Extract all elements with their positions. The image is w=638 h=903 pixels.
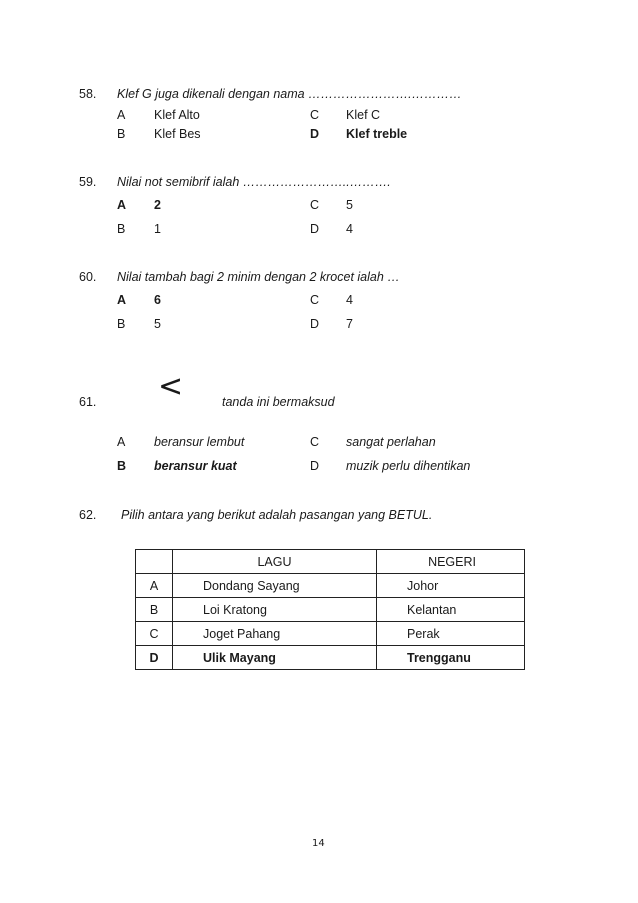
question-59-option-c-letter: C: [310, 198, 320, 212]
question-58-option-d-text: Klef treble: [346, 127, 408, 141]
question-59-option-d-text: 4: [346, 222, 353, 236]
question-61-option-d-letter: D: [310, 459, 320, 473]
question-61-option-d-text: muzik perlu dihentikan: [346, 459, 471, 473]
question-60-option-a-letter: A: [117, 293, 127, 307]
question-58-number: 58.: [79, 87, 97, 101]
row-letter: D: [136, 646, 173, 670]
question-59-text: Nilai not semibrif ialah ……………………..……….: [117, 175, 391, 189]
question-59-option-d-letter: D: [310, 222, 320, 236]
question-60-text: Nilai tambah bagi 2 minim dengan 2 krocet ialah …: [117, 270, 400, 284]
question-58-text: Klef G juga dikenali dengan nama …………………….…………: [117, 87, 462, 101]
row-letter: B: [136, 598, 173, 622]
table-header-row: [136, 550, 525, 574]
question-61-option-b-text: beransur kuat: [154, 459, 237, 473]
question-58-option-c-letter: C: [310, 108, 320, 122]
question-58-option-a-text: Klef Alto: [154, 108, 200, 122]
question-61-option-c-text: sangat perlahan: [346, 435, 436, 449]
row-negeri: Trengganu: [377, 646, 525, 670]
row-letter: C: [136, 622, 173, 646]
question-61-text: tanda ini bermaksud: [222, 395, 335, 409]
question-58-option-d-letter: D: [310, 127, 320, 141]
table-header-negeri: NEGERI: [377, 550, 525, 574]
question-62-text: Pilih antara yang berikut adalah pasangan yang BETUL.: [121, 508, 433, 522]
question-60-option-c-letter: C: [310, 293, 320, 307]
question-59-option-c-text: 5: [346, 198, 353, 212]
crescendo-symbol: <: [158, 369, 184, 404]
row-negeri: Kelantan: [377, 598, 525, 622]
question-59-number: 59.: [79, 175, 97, 189]
table-row: [136, 622, 525, 646]
question-60-option-b-text: 5: [154, 317, 161, 331]
song-state-table: [135, 549, 525, 670]
question-60-option-a-text: 6: [154, 293, 161, 307]
row-negeri: Perak: [377, 622, 525, 646]
question-58-option-b-letter: B: [117, 127, 126, 141]
question-60-option-d-text: 7: [346, 317, 353, 331]
question-61-number: 61.: [79, 395, 97, 409]
row-lagu: Loi Kratong: [173, 598, 377, 622]
question-62-number: 62.: [79, 508, 97, 522]
question-58-option-c-text: Klef C: [346, 108, 381, 122]
question-59-option-b-text: 1: [154, 222, 161, 236]
question-58-option-b-text: Klef Bes: [154, 127, 201, 141]
row-lagu: Ulik Mayang: [173, 646, 377, 670]
row-letter: A: [136, 574, 173, 598]
question-60-option-b-letter: B: [117, 317, 126, 331]
row-lagu: Joget Pahang: [173, 622, 377, 646]
question-59-option-a-letter: A: [117, 198, 127, 212]
table-row: [136, 574, 525, 598]
question-60-option-d-letter: D: [310, 317, 320, 331]
question-60-option-c-text: 4: [346, 293, 353, 307]
table-row: [136, 598, 525, 622]
question-60-number: 60.: [79, 270, 97, 284]
question-59-option-a-text: 2: [154, 198, 161, 212]
question-61-option-a-text: beransur lembut: [154, 435, 245, 449]
question-61-option-c-letter: C: [310, 435, 320, 449]
question-58-option-a-letter: A: [117, 108, 126, 122]
question-59-option-b-letter: B: [117, 222, 126, 236]
page-number: 14: [312, 838, 325, 849]
table-row: [136, 646, 525, 670]
table-header-cell: [136, 550, 173, 574]
table-header-lagu: LAGU: [173, 550, 377, 574]
question-61-option-b-letter: B: [117, 459, 127, 473]
question-61-option-a-letter: A: [117, 435, 126, 449]
row-negeri: Johor: [377, 574, 525, 598]
row-lagu: Dondang Sayang: [173, 574, 377, 598]
